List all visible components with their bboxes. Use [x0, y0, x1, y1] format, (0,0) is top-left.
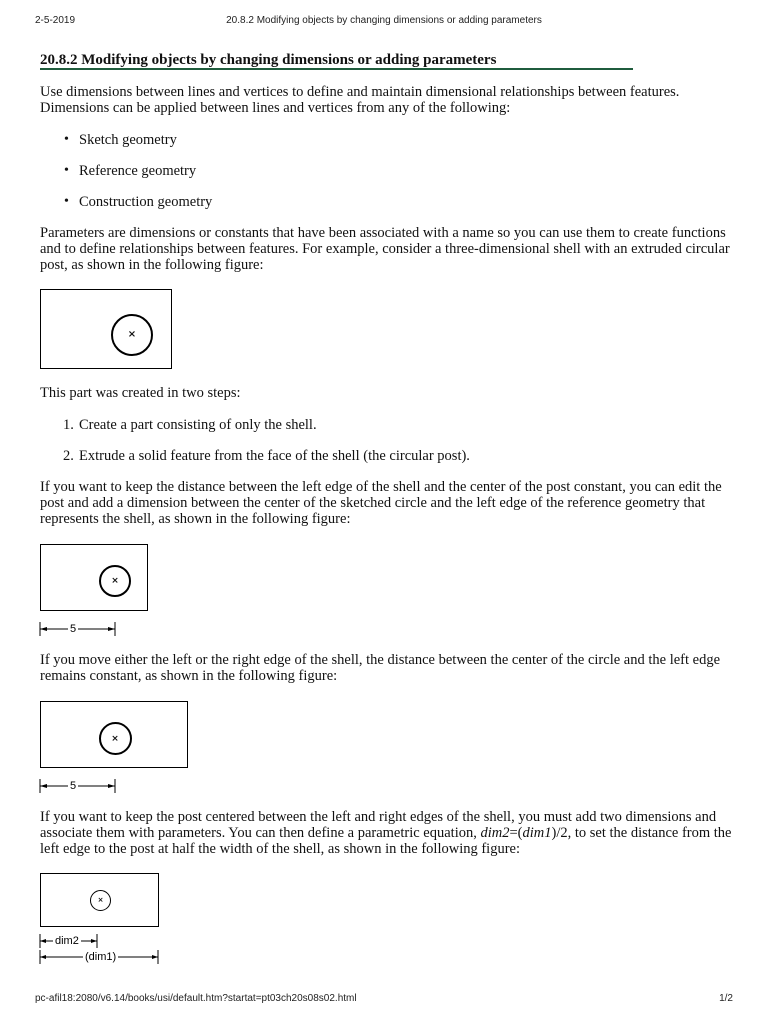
steps-intro: This part was created in two steps:	[40, 385, 241, 401]
dimension-5	[39, 622, 119, 636]
figure-centered-post	[40, 873, 159, 927]
intro-paragraph: Use dimensions between lines and vertices to define and maintain dimensional relationships between features. Dimensions can be applied between lines and vertices from any of the following:	[40, 84, 680, 116]
bullet-dot: •	[64, 194, 69, 209]
page-header	[35, 15, 733, 29]
center-mark: ×	[127, 329, 137, 340]
step-item: Create a part consisting of only the shell.	[79, 417, 317, 433]
center-mark: ×	[111, 734, 119, 744]
equation-part: )/2	[551, 825, 568, 841]
bullet-item: Construction geometry	[79, 194, 213, 210]
parameters-paragraph: Parameters are dimensions or constants that have been associated with a name so you can use them to create functions and to define relationships between features. For example, consider a three-dimensional shell with an extruded circular post, as shown in the following figure:	[40, 225, 730, 273]
dimension-value: 5	[70, 780, 77, 792]
dimension-dim2	[39, 934, 99, 948]
header-date: 2-5-2019	[35, 15, 76, 26]
bullet-item: Reference geometry	[79, 163, 197, 179]
dimension-line	[39, 622, 119, 636]
center-mark: ×	[111, 576, 119, 586]
step-number: 2.	[63, 448, 74, 464]
equation-part: =(	[509, 825, 523, 841]
page-number: 1/2	[719, 993, 733, 1004]
dimension-line	[39, 779, 119, 793]
keep-distance-paragraph: If you want to keep the distance between the left edge of the shell and the center of the post constant, you can edit the post and add a dimension between the center of the sketched circle and the left edge of the reference geometry that represents the shell, as shown in the following figure:	[40, 479, 722, 527]
centered-text-after: , to set the distance from the left edge to the post at half the width of the shell, as shown in the following figure:	[40, 825, 732, 857]
figure-shell-with-post	[40, 289, 172, 369]
equation-dim1: dim1	[522, 825, 552, 841]
centered-text-before: If you want to keep the post centered between the left and right edges of the shell, you must add two dimensions and associate them with parameters. You can then define a parametric equation,	[40, 809, 717, 841]
bullet-dot: •	[64, 132, 69, 147]
footer-url: pc-afil18:2080/v6.14/books/usi/default.htm?startat=pt03ch20s08s02.html	[35, 993, 357, 1004]
dimension-label: (dim1)	[85, 951, 117, 963]
page-footer	[35, 993, 733, 1007]
bullet-item: Sketch geometry	[79, 132, 177, 148]
move-edge-paragraph: If you move either the left or the right edge of the shell, the distance between the center of the circle and the left edge remains constant, as shown in the following figure:	[40, 652, 721, 684]
figure-dimensioned-post	[40, 544, 148, 611]
section-title: 20.8.2 Modifying objects by changing dimensions or adding parameters	[40, 52, 497, 68]
figure-moved-edge	[40, 701, 188, 768]
title-underline	[40, 68, 633, 70]
dimension-dim1	[39, 950, 161, 964]
dimension-value: 5	[70, 623, 77, 635]
step-number: 1.	[63, 417, 74, 433]
header-title: 20.8.2 Modifying objects by changing dimensions or adding parameters	[226, 15, 542, 26]
equation-dim2: dim2	[480, 825, 510, 841]
step-item: Extrude a solid feature from the face of the shell (the circular post).	[79, 448, 470, 464]
dimension-label: dim2	[55, 935, 79, 947]
centered-post-paragraph	[40, 809, 740, 857]
dimension-5	[39, 779, 119, 793]
bullet-dot: •	[64, 163, 69, 178]
center-mark: ×	[97, 896, 104, 904]
